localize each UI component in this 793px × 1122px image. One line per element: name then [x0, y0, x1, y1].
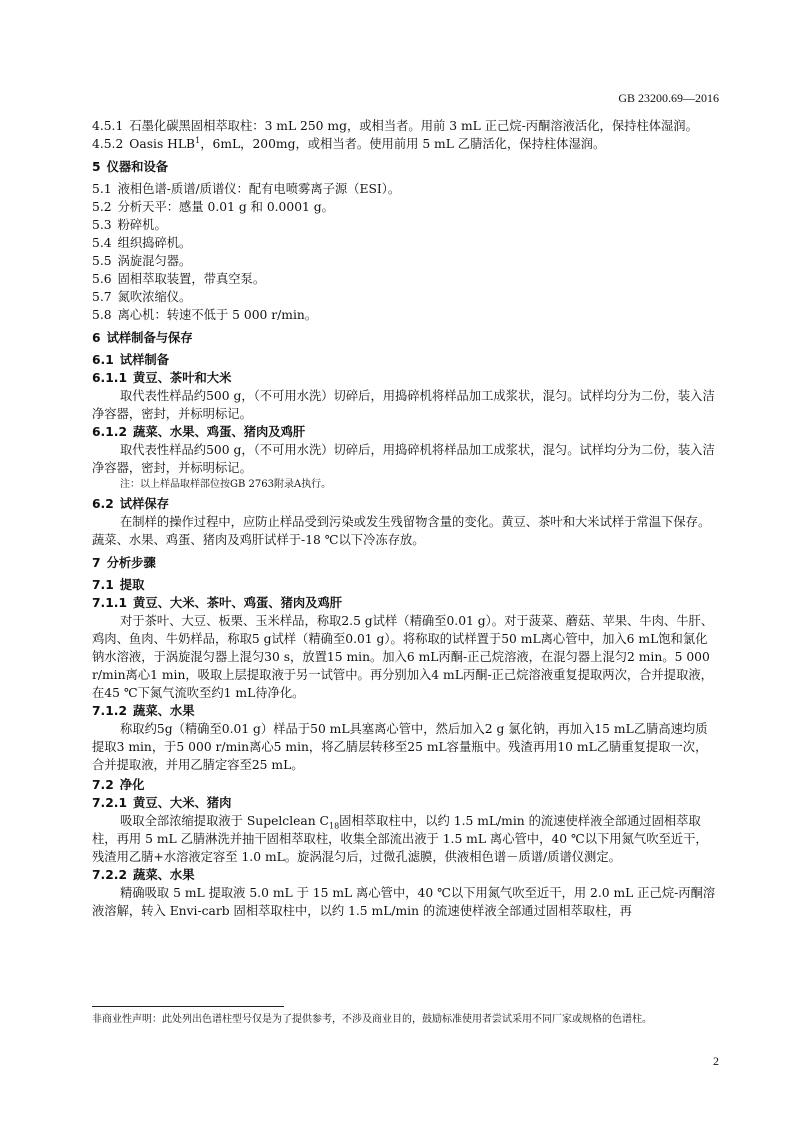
footnote: 非商业性声明：此处列出色谱柱型号仅是为了提供参考，不涉及商业目的，鼓励标准使用者尝试采用不同厂家或规格的色谱柱。	[92, 1014, 652, 1025]
clause-5-7: 5.7 氮吹浓缩仪。	[92, 290, 192, 304]
footnote-separator	[92, 1006, 284, 1007]
paragraph-7-2-1: 吸取全部浓缩提取液于 Supelclean $C_{18}$固相萃取柱中，以约 1.5 mL/min 的流速使样液全部通过固相萃取柱，再用 5 mL 乙腈淋洗并抽干固相萃取柱，收集全部流出液于 1.5 mL 离心管中，40 ℃以下用氮气吹至近干，残渣用乙腈+水溶液定容至 1.0 mL。旋涡混匀后，过微孔滤膜，供液相色谱－质谱/质谱仪测定。	[92, 814, 708, 864]
page-number: 2	[713, 1054, 719, 1068]
paragraph-7-2-2: 精确吸取 5 mL 提取液 5.0 mL 于 15 mL 离心管中，40 ℃以下用氮气吹至近干，用 2.0 mL 正己烷-丙酮溶液溶解，转入 Envi-carb 固相萃取柱中，以约 1.5 mL/min 的流速使样液全部通过固相萃取柱，再	[92, 886, 716, 918]
clause-5-4: 5.4 组织捣碎机。	[92, 236, 192, 250]
clause-5-3: 5.3 粉碎机。	[92, 218, 167, 232]
clause-5-2: 5.2 分析天平：感量 0.01 g 和 0.0001 g。	[92, 200, 334, 214]
section-6-1-1-heading: 6.1.1 黄豆、茶叶和大米	[92, 371, 232, 385]
note: 注：以上样品取样部位按GB 2763附录A执行。	[120, 479, 332, 490]
standard-number: GB 23200.69—2016	[618, 91, 719, 105]
clause-5-5: 5.5 涡旋混匀器。	[92, 254, 192, 268]
section-7-1-1-heading: 7.1.1 黄豆、大米、茶叶、鸡蛋、猪肉及鸡肝	[92, 596, 343, 610]
section-7-1-heading: 7.1 提取	[92, 578, 145, 592]
section-7-2-heading: 7.2 净化	[92, 778, 145, 792]
section-7-2-2-heading: 7.2.2 蔬菜、水果	[92, 868, 195, 882]
document-body	[92, 117, 719, 920]
section-7-heading: 7 分析步骤	[92, 556, 156, 570]
section-6-1-heading: 6.1 试样制备	[92, 353, 169, 367]
section-6-2-heading: 6.2 试样保存	[92, 497, 169, 511]
section-7-1-2-heading: 7.1.2 蔬菜、水果	[92, 704, 195, 718]
section-6-1-2-heading: 6.1.2 蔬菜、水果、鸡蛋、猪肉及鸡肝	[92, 425, 306, 439]
clause-4-5-1: 4.5.1 石墨化碳黑固相萃取柱：3 mL 250 mg，或相当者。用前 3 mL 正己烷-丙酮溶液活化，保持柱体湿润。	[92, 119, 698, 133]
paragraph-7-1-1: 对于茶叶、大豆、板栗、玉米样品，称取2.5 g试样（精确至0.01 g）。对于菠菜、蘑菇、苹果、牛肉、牛肝、鸡肉、鱼肉、牛奶样品，称取5 g试样（精确至0.01 g）。将称取的试样置于50 mL离心管中，加入6 mL饱和氯化钠水溶液，于涡旋混匀器上混匀30 s，放置15 min。加入6 mL丙酮-正己烷溶液，在混匀器上混匀2 min。5 000 r/min离心1 min，吸取上层提取液于另一试管中。再分别加入4 mL丙酮-正己烷溶液重复提取两次，合并提取液，在45 ℃下氮气流吹至约1 mL待净化。	[92, 614, 714, 700]
clause-5-8: 5.8 离心机：转速不低于 5 000 r/min。	[92, 308, 318, 322]
section-5-heading: 5 仪器和设备	[92, 160, 169, 174]
clause-4-5-2: 4.5.2 Oasis HLB$^1$，6mL，200mg，或相当者。使用前用 5 mL 乙腈活化，保持柱体湿润。	[92, 135, 606, 151]
section-7-2-1-heading: 7.2.1 黄豆、大米、猪肉	[92, 796, 232, 810]
section-6-heading: 6 试样制备与保存	[92, 331, 193, 345]
paragraph-6-1-2: 取代表性样品约500 g，（不可用水洗）切碎后，用捣碎机将样品加工成浆状，混匀。试样均分为二份，装入洁净容器，密封，并标明标记。	[92, 443, 715, 475]
paragraph-6-1-1: 取代表性样品约500 g，（不可用水洗）切碎后，用捣碎机将样品加工成浆状，混匀。试样均分为二份，装入洁净容器，密封，并标明标记。	[92, 389, 715, 421]
paragraph-7-1-2: 称取约5g（精确至0.01 g）样品于50 mL具塞离心管中，然后加入2 g 氯化钠，再加入15 mL乙腈高速均质提取3 min，于5 000 r/min离心5 min，将乙腈层转移至25 mL容量瓶中。残渣再用10 mL乙腈重复提取一次，合并提取液，并用乙腈定容至25 mL。	[92, 722, 708, 772]
paragraph-6-2: 在制样的操作过程中，应防止样品受到污染或发生残留物含量的变化。黄豆、茶叶和大米试样于常温下保存。蔬菜、水果、鸡蛋、猪肉及鸡肝试样于-18 ℃以下冷冻存放。	[92, 515, 711, 547]
clause-5-6: 5.6 固相萃取装置，带真空泵。	[92, 272, 266, 286]
clause-5-1: 5.1 液相色谱-质谱/质谱仪：配有电喷雾离子源（ESI）。	[92, 182, 401, 196]
